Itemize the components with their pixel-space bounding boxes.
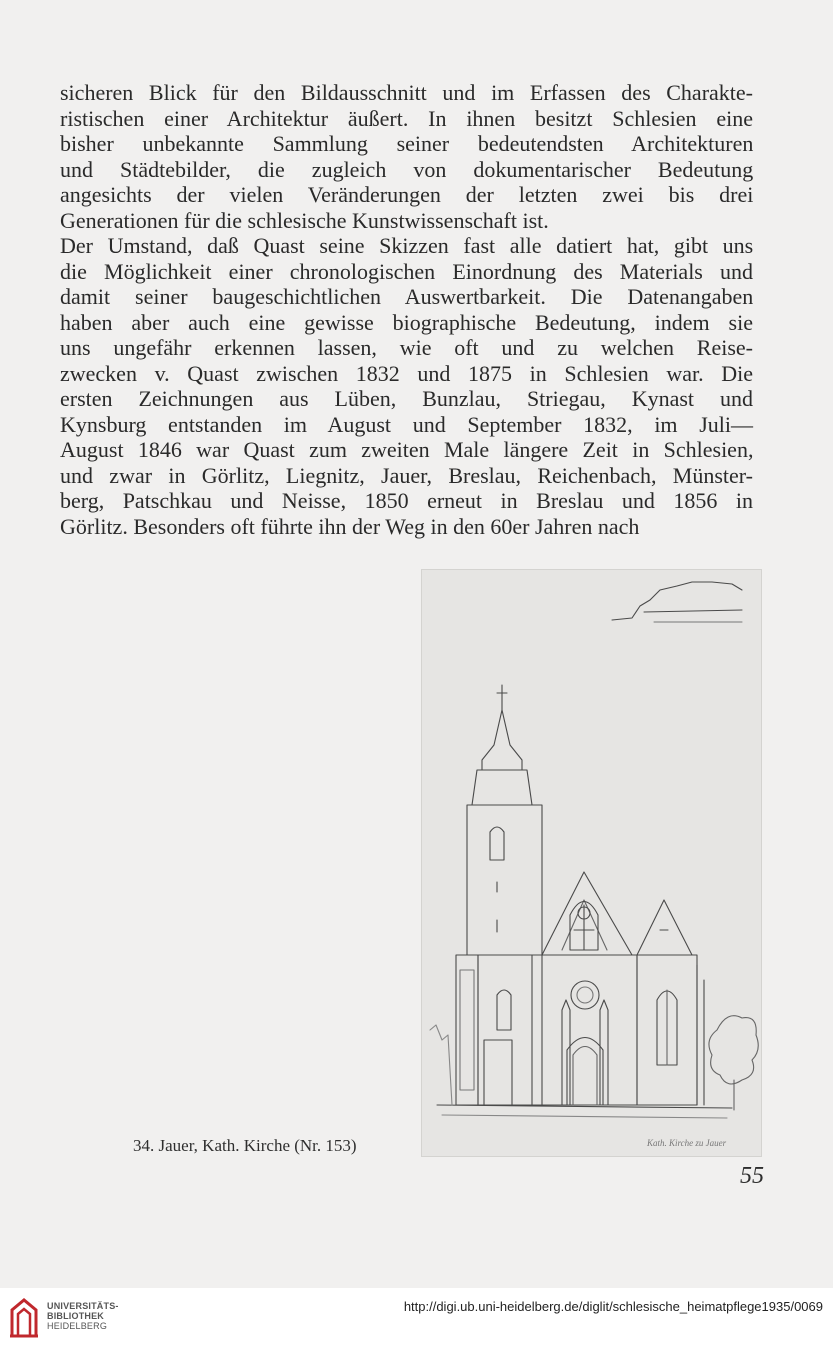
text-line: bisher unbekannte Sammlung seiner bedeutendsten Architekturen bbox=[60, 131, 754, 156]
text-line: die Möglichkeit einer chronologischen Einordnung des Materials und bbox=[60, 258, 753, 284]
library-name-line3: HEIDELBERG bbox=[47, 1321, 108, 1331]
church-drawing-figure bbox=[421, 569, 762, 1157]
university-library-logo-icon bbox=[8, 1296, 40, 1338]
permalink-url[interactable]: http://digi.ub.uni-heidelberg.de/diglit/schlesische_heimatpflege1935/0069 bbox=[403, 1299, 823, 1314]
text-line: Generationen für die schlesische Kunstwissenschaft ist. bbox=[60, 207, 549, 233]
church-sketch bbox=[422, 570, 761, 1156]
text-line: haben aber auch eine gewisse biographische Bedeutung, indem sie bbox=[60, 309, 753, 335]
text-line: angesichts der vielen Veränderungen der letzten zwei bis drei bbox=[60, 182, 754, 207]
text-line: und zwar in Görlitz, Liegnitz, Jauer, Breslau, Reichenbach, Münster- bbox=[60, 462, 753, 488]
text-line: berg, Patschkau und Neisse, 1850 erneut in Breslau und 1856 in bbox=[60, 488, 753, 513]
figure-caption: 34. Jauer, Kath. Kirche (Nr. 153) bbox=[133, 1136, 357, 1155]
library-name bbox=[47, 1301, 119, 1331]
text-line: damit seiner baugeschichtlichen Auswertbarkeit. Die Datenangaben bbox=[60, 284, 754, 309]
text-line: Der Umstand, daß Quast seine Skizzen fast alle datiert hat, gibt uns bbox=[60, 233, 754, 258]
text-line: und Städtebilder, die zugleich von dokumentarischer Bedeutung bbox=[60, 156, 754, 182]
body-text bbox=[60, 80, 753, 539]
page-number: 55 bbox=[740, 1163, 764, 1189]
library-name-line1: UNIVERSITÄTS- bbox=[47, 1301, 119, 1311]
text-line: ristischen einer Architektur äußert. In ihnen besitzt Schlesien eine bbox=[60, 105, 753, 131]
text-line: Görlitz. Besonders oft führte ihn der Weg in den 60er Jahren nach bbox=[60, 513, 640, 539]
library-name-line2: BIBLIOTHEK bbox=[47, 1311, 104, 1321]
text-line: ersten Zeichnungen aus Lüben, Bunzlau, Striegau, Kynast und bbox=[60, 386, 753, 411]
text-line: Kynsburg entstanden im August und September 1832, im Juli— bbox=[60, 411, 753, 437]
text-line: uns ungefähr erkennen lassen, wie oft und zu welchen Reise- bbox=[60, 335, 753, 360]
text-line: sicheren Blick für den Bildausschnitt und im Erfassen des Charakte- bbox=[60, 80, 753, 105]
text-line: zwecken v. Quast zwischen 1832 und 1875 in Schlesien war. Die bbox=[60, 360, 753, 386]
footer-bar bbox=[0, 1288, 833, 1348]
text-line: August 1846 war Quast zum zweiten Male längere Zeit in Schlesien, bbox=[60, 437, 754, 462]
sketch-inscription: Kath. Kirche zu Jauer bbox=[647, 1138, 727, 1148]
